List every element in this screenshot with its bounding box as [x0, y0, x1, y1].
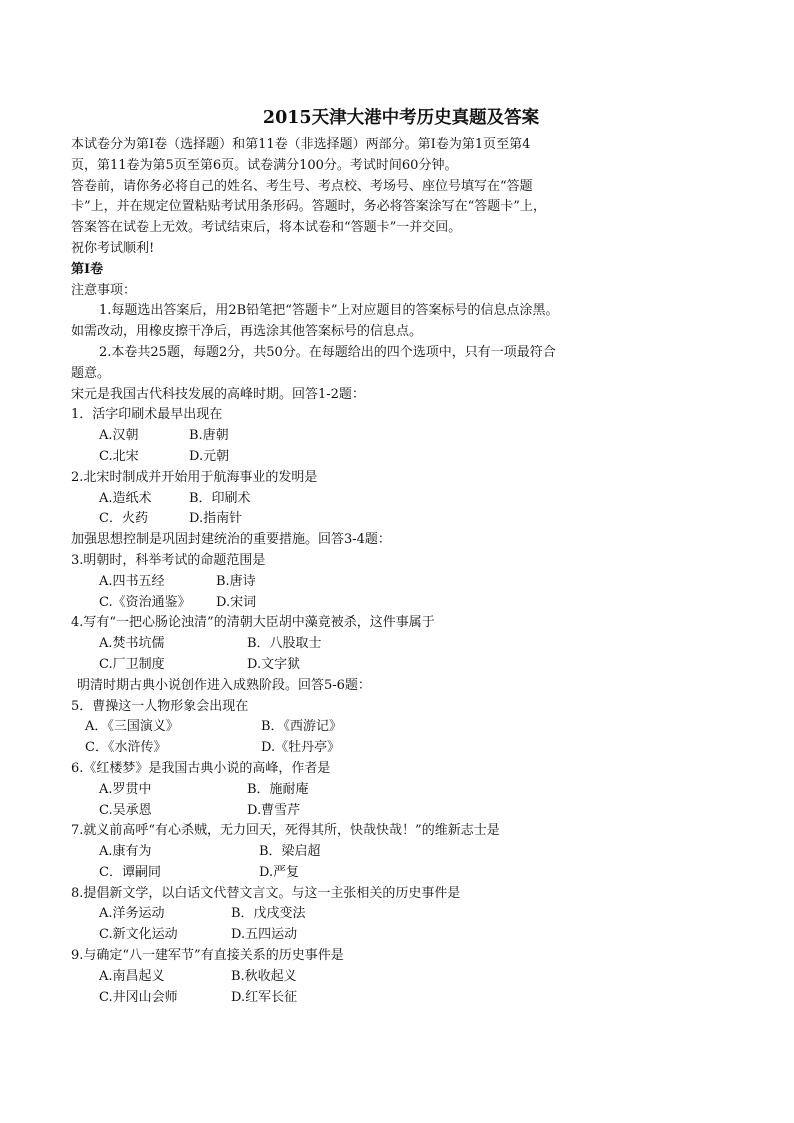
options-row	[71, 717, 731, 738]
group-intro: 宋元是我国古代科技发展的高峰时期。回答1-2题：	[71, 386, 365, 402]
option-a: A.康有为	[99, 844, 152, 860]
question-stem: 8.提倡新文学，以白话文代替文言文。与这一主张相关的历史事件是	[71, 885, 461, 901]
option-b: B．施耐庵	[247, 781, 309, 797]
option-d: D.文字狱	[247, 656, 301, 672]
options-row	[71, 634, 731, 655]
group-intro: 加强思想控制是巩固封建统治的重要措施。回答3-4题：	[71, 532, 391, 548]
group-intro: 明清时期古典小说创作进入成熟阶段。回答5-6题：	[77, 677, 371, 693]
question-stem: 6.《红楼梦》是我国古典小说的高峰，作者是	[71, 760, 331, 776]
option-d: D.红军长征	[231, 989, 298, 1005]
options-row	[71, 489, 731, 510]
option-c: C.新文化运动	[99, 927, 178, 943]
options-row	[71, 801, 731, 822]
page-title: 2015天津大港中考历史真题及答案	[262, 108, 540, 128]
intro-line: 本试卷分为第Ⅰ卷（选择题）和第11卷（非选择题）两部分。第Ⅰ卷为第1页至第4	[71, 137, 531, 152]
options-row	[71, 738, 731, 759]
options-row	[71, 925, 731, 946]
options-row	[71, 447, 731, 468]
question-stem: 5．曹操这一人物形象会出现在	[71, 698, 249, 714]
option-c: C.井冈山会师	[99, 989, 178, 1005]
question-stem: 7.就义前高呼“有心杀贼，无力回天，死得其所，快哉快哉！”的维新志士是	[71, 823, 500, 839]
option-d: D.宋词	[216, 594, 257, 610]
note-line: 1.每题选出答案后，用2B铅笔把“答题卡”上对应题目的答案标号的信息点涂黑。	[99, 303, 559, 319]
option-d: D.《牡丹亭》	[261, 740, 341, 756]
option-a: A.汉朝	[99, 428, 139, 444]
option-d: D.严复	[259, 864, 300, 880]
option-b: B.秋收起义	[231, 968, 297, 984]
intro-line: 页，第11卷为第5页至第6页。试卷满分100分。考试时间60分钟。	[71, 157, 458, 173]
options-row	[71, 509, 731, 530]
note-line: 题意。	[71, 365, 111, 381]
question-stem: 1．活字印刷术最早出现在	[71, 407, 223, 423]
option-d: D.曹雪芹	[247, 802, 301, 818]
option-c: C．谭嗣同	[99, 864, 161, 880]
options-row	[71, 572, 731, 593]
option-c: C.北宋	[99, 448, 139, 464]
options-row	[71, 988, 731, 1009]
option-c: C.吴承恩	[99, 802, 152, 818]
intro-line: 答卷前，请你务必将自己的姓名、考生号、考点校、考场号、座位号填写在“答题	[71, 178, 533, 194]
options-row	[71, 842, 731, 863]
option-a: A.焚书坑儒	[99, 636, 165, 652]
option-c: C．《水浒传》	[85, 740, 167, 756]
section-title: 第Ⅰ卷	[71, 261, 104, 277]
intro-line: 卡”上，并在规定位置粘贴考试用条形码。答题时，务必将答案涂写在“答题卡”上，	[71, 199, 546, 215]
options-row	[71, 863, 731, 884]
option-c: C．火药	[99, 511, 148, 527]
option-b: B．八股取士	[247, 636, 322, 652]
option-d: D.元朝	[189, 448, 230, 464]
option-d: D.五四运动	[231, 927, 298, 943]
notes-heading: 注意事项：	[71, 282, 137, 298]
option-b: B.唐朝	[189, 428, 229, 444]
option-a: A.洋务运动	[99, 906, 165, 922]
question-stem: 2.北宋时制成并开始用于航海事业的发明是	[71, 469, 318, 485]
options-row	[71, 655, 731, 676]
note-line: 如需改动，用橡皮擦干净后，再选涂其他答案标号的信息点。	[71, 324, 423, 340]
intro-line: 祝你考试顺利!	[71, 240, 155, 256]
option-c: C.厂卫制度	[99, 656, 165, 672]
option-a: A.四书五经	[99, 573, 165, 589]
options-row	[71, 967, 731, 988]
note-line: 2.本卷共25题，每题2分，共50分。在每题给出的四个选项中，只有一项最符合	[99, 344, 556, 360]
question-stem: 9.与确定“八一建军节”有直接关系的历史事件是	[71, 948, 344, 964]
option-b: B．印刷术	[189, 490, 251, 506]
option-a: A.南昌起义	[99, 968, 165, 984]
option-a: A.造纸术	[99, 490, 152, 506]
option-b: B.唐诗	[216, 573, 256, 589]
options-row	[71, 593, 731, 614]
options-row	[71, 780, 731, 801]
option-a: A．《三国演义》	[85, 719, 179, 735]
option-b: B．戊戌变法	[231, 906, 306, 922]
option-d: D.指南针	[189, 511, 243, 527]
option-b: B．《西游记》	[261, 719, 343, 735]
options-row	[71, 426, 731, 447]
question-stem: 3.明朝时，科举考试的命题范围是	[71, 552, 266, 568]
question-stem: 4.写有“一把心肠论浊清”的清朝大臣胡中藻竟被杀，这件事属于	[71, 615, 435, 631]
option-a: A.罗贯中	[99, 781, 152, 797]
option-b: B．梁启超	[259, 844, 321, 860]
document-body	[71, 105, 731, 1008]
options-row	[71, 904, 731, 925]
intro-line: 答案答在试卷上无效。考试结束后，将本试卷和“答题卡”一并交回。	[71, 220, 462, 236]
option-c: C.《资治通鉴》	[99, 594, 191, 610]
